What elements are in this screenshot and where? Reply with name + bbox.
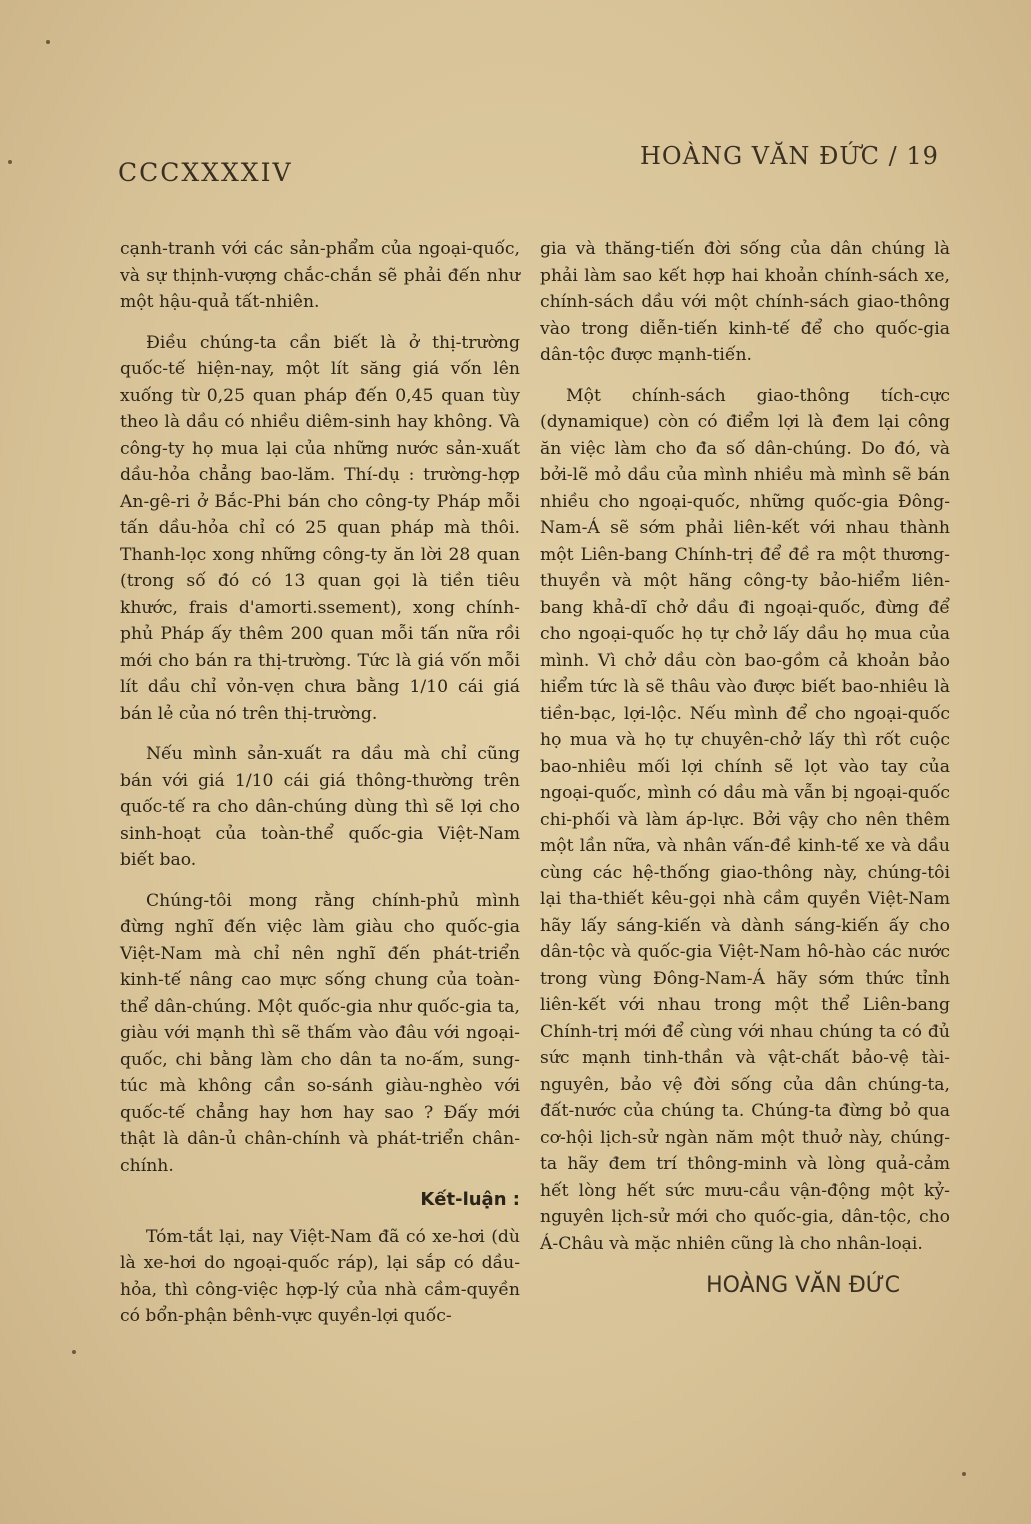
paragraph: Chúng-tôi mong rằng chính-phủ mình đừng nghĩ đến việc làm giàu cho quốc-gia Việt-Nam mà chỉ nên nghĩ đến phát-triển kinh-tế nâng cao mực sống chung của toàn-thể dân-chúng. Một quốc-gia như quốc-gia ta, giàu với mạnh thì sẽ thấm vào đâu với ngoại-quốc, chi bằng làm cho dân ta no-ấm, sung-túc mà không cần so-sánh giàu-nghèo với quốc-tế chẳng hay hơn hay sao ? Đấy mới thật là dân-ủ chân-chính và phát-triển chân-chính. [120, 890, 520, 1176]
page-header-author: HOÀNG VĂN ĐỨC / 19 [640, 142, 939, 170]
paragraph: Tóm-tắt lại, nay Việt-Nam đã có xe-hơi (dù là xe-hơi do ngoại-quốc ráp), lại sắp có dầu-hỏa, thì công-việc hợp-lý của nhà cầm-quyền có bổn-phận bênh-vực quyền-lợi quốc- [120, 1226, 520, 1326]
author-signature: HOÀNG VĂN ĐỨC [706, 1273, 900, 1298]
conclusion-heading: Kết-luận : [420, 1189, 520, 1210]
paragraph: gia và thăng-tiến đời sống của dân chúng là phải làm sao kết hợp hai khoản chính-sách xe, chính-sách dầu với một chính-sách giao-thông vào trong diễn-tiến kinh-tế để cho quốc-gia dân-tộc được mạnh-tiến. [540, 239, 950, 365]
right-column [540, 236, 950, 1300]
section-number: CCCXXXXIV [118, 158, 293, 187]
paragraph: Điều chúng-ta cần biết là ở thị-trường quốc-tế hiện-nay, một lít săng giá vốn lên xuống từ 0,25 quan pháp đến 0,45 quan tùy theo là dầu có nhiều diêm-sinh hay không. Và công-ty họ mua lại của những nước sản-xuất dầu-hỏa chẳng bao-lăm. Thí-dụ : trường-hợp An-gê-ri ở Bắc-Phi bán cho công-ty Pháp mỗi tấn dầu-hỏa chỉ có 25 quan pháp mà thôi. Thanh-lọc xong những công-ty ăn lời 28 quan (trong số đó có 13 quan gọi là tiền tiêu khước, frais d'amorti.ssement), xong chính-phủ Pháp ấy thêm 200 quan mỗi tấn nữa rồi mới cho bán ra thị-trường. Tức là giá vốn mỗi lít dầu chỉ vỏn-vẹn chưa bằng 1/10 cái giá bán lẻ của nó trên thị-trường. [120, 332, 520, 724]
paragraph: cạnh-tranh với các sản-phẩm của ngoại-quốc, và sự thịnh-vượng chắc-chắn sẽ phải đến như một hậu-quả tất-nhiên. [120, 239, 520, 312]
paragraph: Nếu mình sản-xuất ra dầu mà chỉ cũng bán với giá 1/10 cái giá thông-thường trên quốc-tế ra cho dân-chúng dùng thì sẽ lợi cho sinh-hoạt của toàn-thể quốc-gia Việt-Nam biết bao. [120, 744, 520, 870]
left-column [120, 236, 520, 1344]
paragraph: Một chính-sách giao-thông tích-cực (dynamique) còn có điểm lợi là đem lại công ăn việc làm cho đa số dân-chúng. Do đó, và bởi-lẽ mỏ dầu của mình nhiều mà mình sẽ bán nhiều cho ngoại-quốc, những quốc-gia Đông-Nam-Á sẽ sớm phải liên-kết với nhau thành một Liên-bang Chính-trị để đề ra một thương-thuyền và một hãng công-ty bảo-hiểm liên-bang khả-dĩ chở dầu đi ngoại-quốc, đừng để cho ngoại-quốc họ tự chở lấy dầu họ mua của mình. Vì chở dầu còn bao-gồm cả khoản bảo hiểm tức là sẽ thâu vào được biết bao-nhiêu là tiền-bạc, lợi-lộc. Nếu mình để cho ngoại-quốc họ mua và họ tự chuyên-chở lấy thì rốt cuộc bao-nhiêu mối lợi chính sẽ lọt vào tay của ngoại-quốc, mình có dầu mà vẫn bị ngoại-quốc chi-phối và làm áp-lực. Bởi vậy cho nên thêm một lần nữa, và nhân vấn-đề kinh-tế xe và dầu cùng các hệ-thống giao-thông này, chúng-tôi lại tha-thiết kêu-gọi nhà cầm quyền Việt-Nam hãy lấy sáng-kiến và dành sáng-kiến ấy cho dân-tộc và quốc-gia Việt-Nam hô-hào các nước trong vùng Đông-Nam-Á hãy sớm thức tỉnh liên-kết với nhau trong một thể Liên-bang Chính-trị mới để cùng với nhau chúng ta có đủ sức mạnh tinh-thần và vật-chất bảo-vệ tài-nguyên, bảo vệ đời sống của dân chúng-ta, đất-nước của chúng ta. Chúng-ta đừng bỏ qua cơ-hội lịch-sử ngàn năm một thuở này, chúng-ta hãy đem trí thông-minh và lòng quả-cảm hết lòng hết sức mưu-cầu vận-động một kỷ-nguyên lịch-sử mới cho quốc-gia, dân-tộc, cho Á-Châu và mặc nhiên cũng là cho nhân-loại. [540, 385, 950, 1254]
